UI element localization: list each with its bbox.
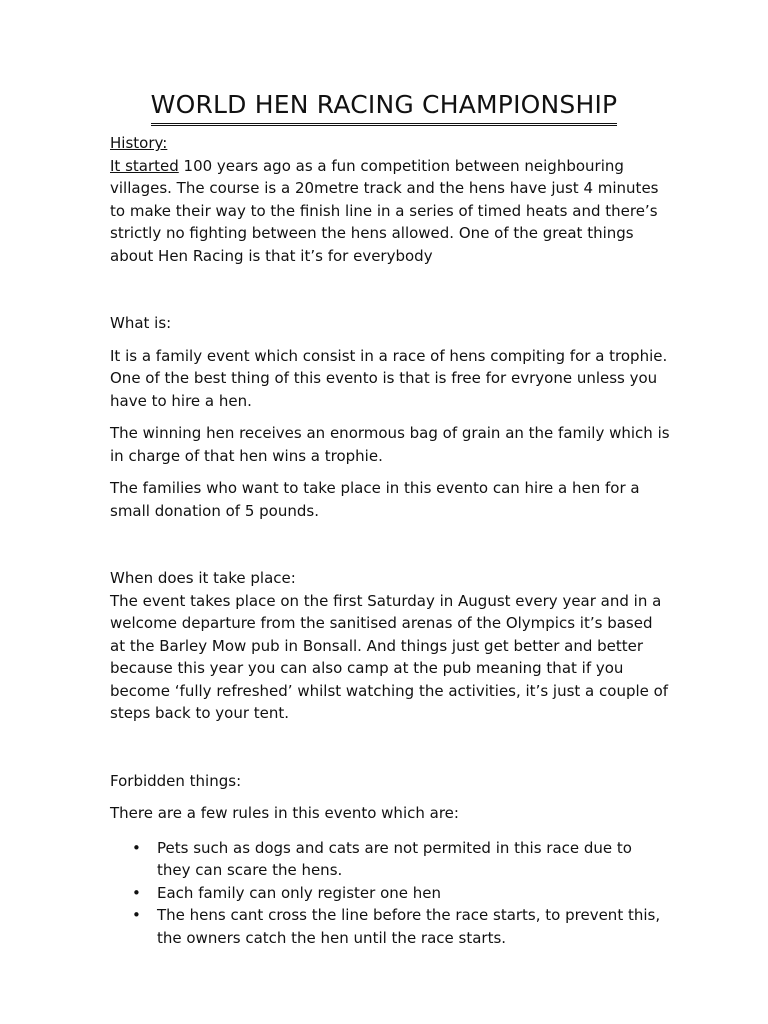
history-heading: History: <box>110 134 168 152</box>
forbidden-section <box>110 770 670 950</box>
what-is-paragraph: The families who want to take place in this evento can hire a hen for a small donation of 5 pounds. <box>110 479 640 520</box>
spacer <box>110 467 670 477</box>
document-body <box>110 132 670 949</box>
list-item <box>110 904 670 949</box>
what-is-paragraph: The winning hen receives an enormous bag of grain an the family which is in charge of that hen wins a trophie. <box>110 424 670 465</box>
bullet-icon: • <box>132 838 141 857</box>
spacer <box>110 412 670 422</box>
when-section <box>110 567 670 725</box>
spacer <box>110 725 670 770</box>
forbidden-heading: Forbidden things: <box>110 771 242 790</box>
history-lead: It started <box>110 156 179 175</box>
bullet-icon: • <box>132 883 141 902</box>
list-item <box>110 882 670 905</box>
spacer <box>110 522 670 567</box>
rule-text: The hens cant cross the line before the race starts, to prevent this, the owners catch the hen until the race starts. <box>157 906 661 947</box>
what-is-paragraph: It is a family event which consist in a race of hens compiting for a trophie. One of the best thing of this evento is that is free for evryone unless you have to hire a hen. <box>110 346 668 410</box>
what-is-section <box>110 312 670 522</box>
spacer <box>110 335 670 345</box>
rule-text: Each family can only register one hen <box>157 883 442 902</box>
history-section <box>110 132 670 267</box>
when-heading: When does it take place: <box>110 569 296 587</box>
spacer <box>110 267 670 312</box>
what-is-heading: What is: <box>110 314 172 332</box>
spacer <box>110 792 670 802</box>
forbidden-intro: There are a few rules in this evento which are: <box>110 804 459 822</box>
history-paragraph <box>110 155 670 268</box>
bullet-icon: • <box>132 906 141 924</box>
rules-list <box>110 837 670 950</box>
when-paragraph: The event takes place on the first Saturday in August every year and in a welcome departure from the sanitised arenas of the Olympics it’s based at the Barley Mow pub in Bonsall. And things just get better and better because this year you can also camp at the pub meaning that if you become ‘fully refreshed’ whilst watching the activities, it’s just a couple of steps back to your tent. <box>110 591 669 722</box>
spacer <box>110 825 670 837</box>
rule-text: Pets such as dogs and cats are not permited in this race due to they can scare the hens. <box>157 838 632 879</box>
page-title <box>0 88 768 126</box>
page-title-text: WORLD HEN RACING CHAMPIONSHIP <box>151 88 618 126</box>
list-item <box>110 837 670 882</box>
history-text: 100 years ago as a fun competition between neighbouring villages. The course is a 20metre track and the hens have just 4 minutes to make their way to the finish line in a series of timed heats and there’s strictly no fighting between the hens allowed. One of the great things about Hen Racing is that it’s for everybody <box>110 156 659 265</box>
